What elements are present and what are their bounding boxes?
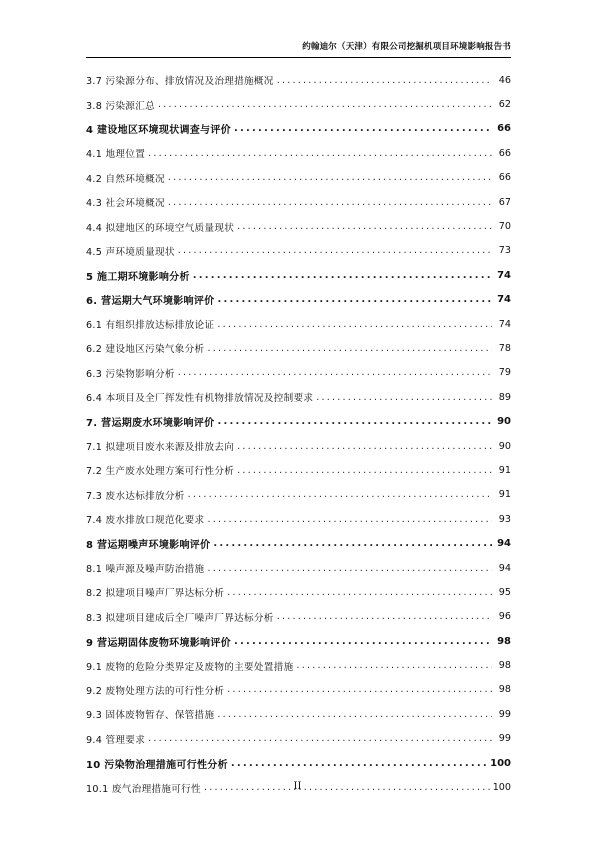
- toc-entry-page: 62: [498, 99, 511, 111]
- toc-leader-dots: [227, 684, 492, 695]
- toc-entry[interactable]: [86, 531, 511, 555]
- toc-entry[interactable]: [86, 751, 511, 775]
- toc-leader-dots: [207, 514, 492, 525]
- toc-entry-page: 66: [498, 172, 511, 184]
- toc-entry-label: 5 施工期环境影响分析: [86, 271, 190, 283]
- toc-entry-page: 99: [498, 733, 511, 745]
- toc-entry[interactable]: [86, 556, 511, 580]
- toc-leader-dots: [217, 416, 492, 427]
- toc-entry[interactable]: [86, 288, 511, 312]
- table-of-contents: [86, 68, 511, 800]
- toc-entry-label: 6.3 污染物影响分析: [86, 368, 175, 380]
- toc-entry[interactable]: [86, 361, 511, 385]
- toc-entry[interactable]: [86, 239, 511, 263]
- toc-entry-label: 7.1 拟建项目废水来源及排放去向: [86, 442, 235, 454]
- toc-leader-dots: [234, 123, 492, 134]
- toc-entry[interactable]: [86, 605, 511, 629]
- toc-leader-dots: [178, 367, 492, 378]
- toc-entry-page: 74: [498, 318, 511, 330]
- toc-leader-dots: [277, 611, 492, 622]
- toc-entry[interactable]: [86, 629, 511, 653]
- toc-entry-label: 6. 营运期大气环境影响评价: [86, 296, 215, 308]
- toc-entry-page: 93: [498, 513, 511, 525]
- toc-entry-label: 4.1 地理位置: [86, 149, 146, 161]
- toc-leader-dots: [178, 245, 492, 256]
- toc-entry[interactable]: [86, 653, 511, 677]
- toc-entry-label: 8.2 拟建项目噪声厂界达标分析: [86, 588, 225, 600]
- toc-entry-label: 9 营运期固体废物环境影响评价: [86, 637, 231, 649]
- toc-leader-dots: [148, 148, 492, 159]
- toc-leader-dots: [188, 489, 492, 500]
- toc-entry-label: 6.2 建设地区污染气象分析: [86, 344, 205, 356]
- toc-entry-page: 98: [498, 684, 511, 696]
- toc-entry-label: 7.4 废水排放口规范化要求: [86, 515, 205, 527]
- toc-leader-dots: [207, 343, 492, 354]
- toc-entry[interactable]: [86, 68, 511, 92]
- toc-entry-label: 8 营运期噪声环境影响评价: [86, 540, 211, 552]
- toc-leader-dots: [158, 99, 492, 110]
- toc-entry-label: 7. 营运期废水环境影响评价: [86, 418, 215, 430]
- toc-leader-dots: [237, 441, 492, 452]
- toc-entry[interactable]: [86, 92, 511, 116]
- toc-leader-dots: [207, 563, 492, 574]
- toc-entry[interactable]: [86, 385, 511, 409]
- toc-entry-page: 100: [492, 782, 511, 794]
- page-header: [86, 26, 511, 58]
- document-title: 约翰迪尔（天津）有限公司挖掘机项目环境影响报告书: [302, 42, 511, 52]
- toc-entry-label: 7.3 废水达标排放分析: [86, 490, 185, 502]
- toc-entry-page: 89: [498, 391, 511, 403]
- toc-entry-page: 46: [498, 74, 511, 86]
- toc-entry-page: 95: [498, 586, 511, 598]
- toc-entry[interactable]: [86, 190, 511, 214]
- toc-leader-dots: [297, 660, 493, 671]
- toc-entry-page: 74: [497, 269, 511, 281]
- toc-entry-page: 73: [498, 245, 511, 257]
- toc-entry[interactable]: [86, 678, 511, 702]
- toc-entry[interactable]: [86, 702, 511, 726]
- toc-entry-page: 96: [498, 611, 511, 623]
- toc-entry[interactable]: [86, 458, 511, 482]
- toc-leader-dots: [227, 587, 492, 598]
- toc-entry-label: 8.1 噪声源及噪声防治措施: [86, 564, 205, 575]
- toc-entry-page: 94: [498, 562, 511, 574]
- toc-entry-label: 9.2 废物处理方法的可行性分析: [86, 685, 225, 697]
- toc-entry-page: 91: [498, 489, 511, 501]
- toc-entry[interactable]: [86, 263, 511, 287]
- toc-entry-page: 100: [490, 757, 511, 769]
- toc-entry-page: 90: [498, 440, 511, 452]
- toc-entry[interactable]: [86, 117, 511, 141]
- toc-entry-label: 4.5 声环境质量现状: [86, 246, 175, 258]
- toc-entry-page: 74: [497, 294, 511, 306]
- toc-entry[interactable]: [86, 312, 511, 336]
- toc-entry-label: 7.2 生产废水处理方案可行性分析: [86, 466, 235, 478]
- toc-entry-label: 9.1 废物的危险分类界定及废物的主要处置措施: [86, 661, 294, 673]
- page-number: II: [293, 781, 302, 792]
- toc-entry-page: 99: [498, 708, 511, 720]
- toc-entry-page: 78: [498, 342, 511, 354]
- toc-leader-dots: [217, 294, 492, 305]
- toc-entry[interactable]: [86, 727, 511, 751]
- toc-entry[interactable]: [86, 336, 511, 360]
- toc-entry-label: 4.4 拟建地区的环境空气质量现状: [86, 222, 235, 234]
- toc-entry-page: 90: [497, 416, 511, 428]
- toc-entry-label: 4.2 自然环境概况: [86, 173, 165, 185]
- toc-entry-label: 9.3 固体废物暂存、保管措施: [86, 710, 215, 722]
- toc-entry-label: 6.4 本项目及全厂挥发性有机物排放情况及控制要求: [86, 393, 314, 405]
- toc-leader-dots: [217, 319, 492, 330]
- toc-entry-page: 66: [497, 123, 511, 135]
- toc-leader-dots: [231, 758, 487, 769]
- toc-entry[interactable]: [86, 166, 511, 190]
- toc-leader-dots: [217, 709, 492, 720]
- toc-entry-label: 9.4 管理要求: [86, 734, 146, 746]
- toc-leader-dots: [234, 636, 492, 647]
- toc-entry[interactable]: [86, 507, 511, 531]
- toc-entry-label: 8.3 拟建项目建成后全厂噪声厂界达标分析: [86, 612, 274, 624]
- toc-entry-label: 6.1 有组织排放达标排放论证: [86, 320, 215, 332]
- toc-entry-page: 67: [498, 196, 511, 208]
- toc-leader-dots: [148, 733, 492, 744]
- toc-entry-page: 98: [497, 635, 511, 647]
- toc-entry-page: 94: [497, 538, 511, 550]
- toc-leader-dots: [168, 172, 492, 183]
- toc-entry-label: 3.7 污染源分布、排放情况及治理措施概况: [86, 76, 274, 88]
- toc-leader-dots: [237, 465, 492, 476]
- toc-entry[interactable]: [86, 214, 511, 238]
- toc-entry-label: 4.3 社会环境概况: [86, 198, 165, 210]
- toc-leader-dots: [168, 197, 492, 208]
- toc-entry[interactable]: [86, 141, 511, 165]
- toc-entry-label: 4 建设地区环境现状调查与评价: [86, 125, 231, 137]
- toc-leader-dots: [193, 270, 492, 281]
- toc-leader-dots: [237, 221, 492, 232]
- toc-entry-label: 10.1 废气治理措施可行性: [86, 783, 201, 795]
- toc-entry-page: 66: [498, 147, 511, 159]
- toc-entry-page: 70: [498, 221, 511, 233]
- toc-leader-dots: [316, 392, 492, 403]
- toc-entry[interactable]: [86, 483, 511, 507]
- toc-entry-label: 3.8 污染源汇总: [86, 100, 155, 112]
- toc-entry[interactable]: [86, 434, 511, 458]
- toc-entry-page: 91: [498, 464, 511, 476]
- toc-entry[interactable]: [86, 580, 511, 604]
- toc-entry-page: 79: [498, 367, 511, 379]
- toc-leader-dots: [277, 75, 492, 86]
- toc-entry-label: 10 污染物治理措施可行性分析: [86, 759, 228, 771]
- toc-leader-dots: [213, 538, 492, 549]
- toc-entry-page: 98: [498, 660, 511, 672]
- toc-entry[interactable]: [86, 409, 511, 433]
